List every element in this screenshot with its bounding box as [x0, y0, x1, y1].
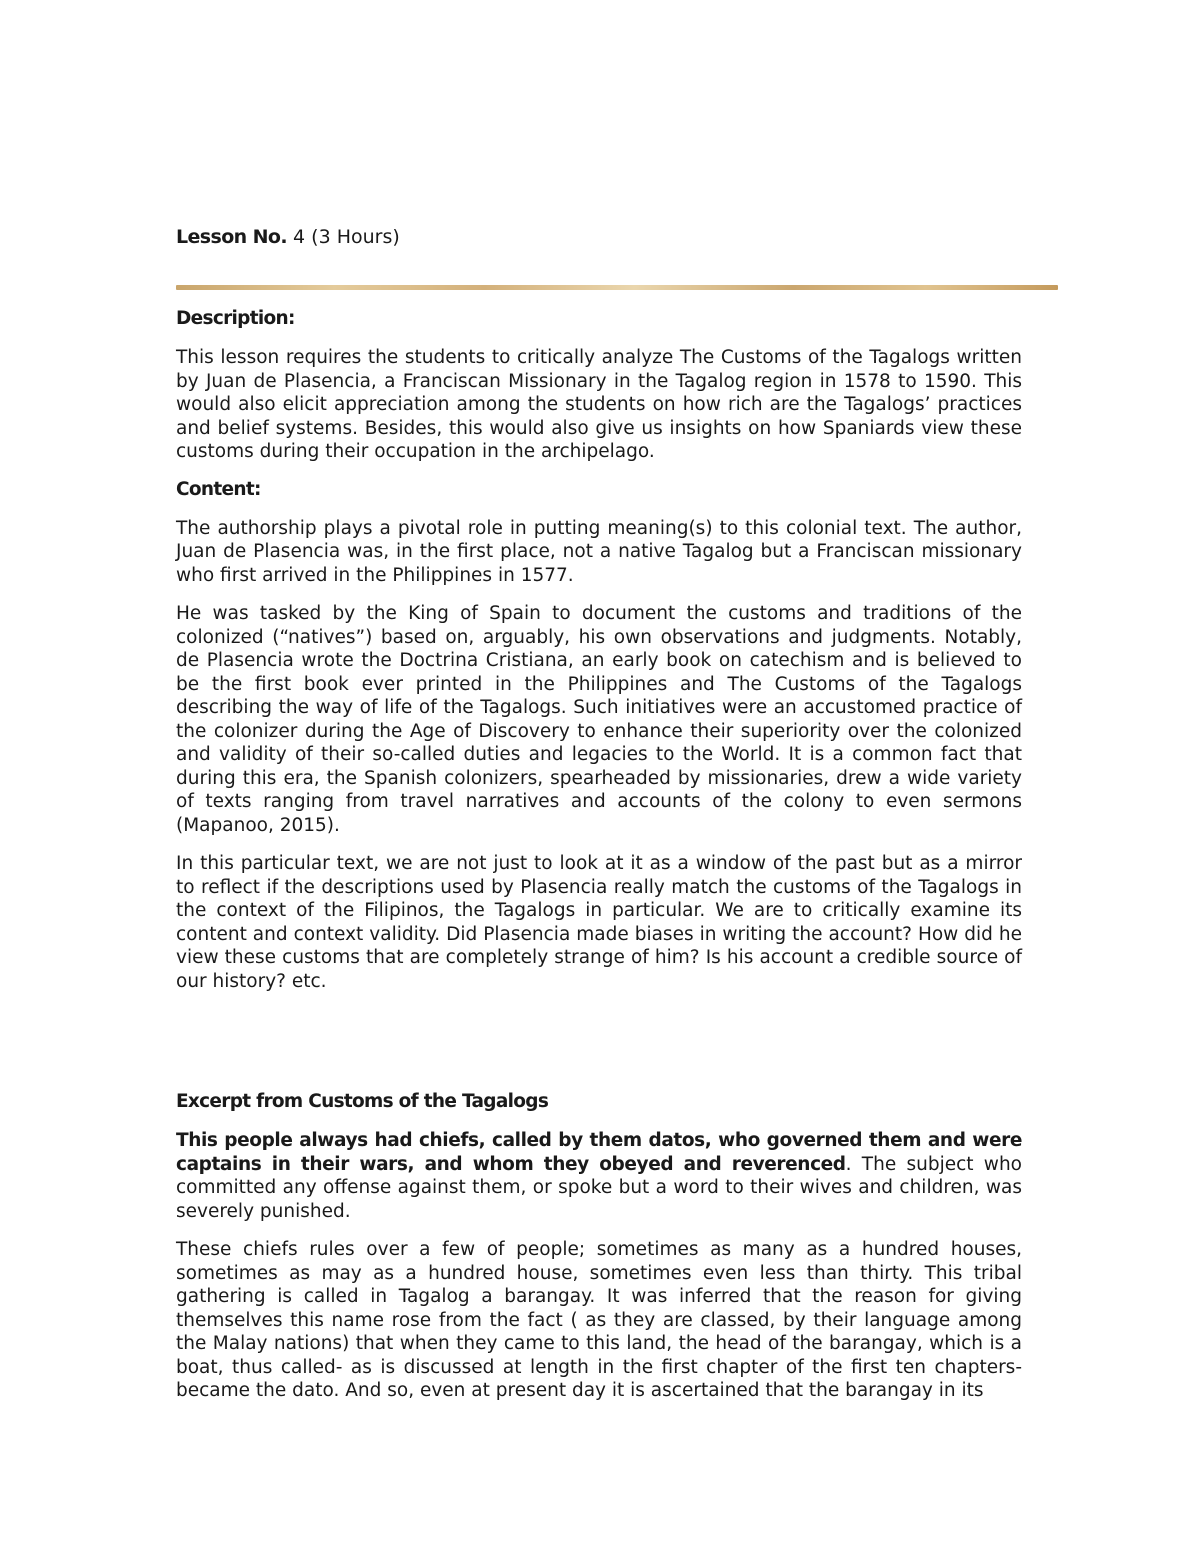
- lesson-label: Lesson No.: [176, 226, 287, 248]
- content-paragraph-2: He was tasked by the King of Spain to document the customs and traditions of the colonized (“natives”) based on, arguably, his own observations and judgments. Notably, de Plasencia wrote the Doctrina Cristiana, an early book on catechism and is believed to be the first book ever printed in the Philippines and The Customs of the Tagalogs describing the way of life of the Tagalogs. Such initiatives were an accustomed practice of the colonizer during the Age of Discovery to enhance their superiority over the colonized and validity of their so-called duties and legacies to the World. It is a common fact that during this era, the Spanish colonizers, spearheaded by missionaries, drew a wide variety of texts ranging from travel narratives and accounts of the colony to even sermons (Mapanoo, 2015).: [176, 603, 1022, 836]
- excerpt-paragraph-2: These chiefs rules over a few of people; sometimes as many as a hundred houses, sometimes as may as a hundred house, sometimes even less than thirty. This tribal gathering is called in Tagalog a barangay. It was inferred that the reason for giving themselves this name rose from the fact ( as they are classed, by their language among the Malay nations) that when they came to this land, the head of the barangay, which is a boat, thus called- as is discussed at length in the first chapter of the first ten chapters- became the dato. And so, even at present day it is ascertained that the barangay in its: [176, 1239, 1022, 1401]
- lesson-content: [176, 226, 1022, 1403]
- content-paragraph-3: In this particular text, we are not just to look at it as a window of the past but as a mirror to reflect if the descriptions used by Plasencia really match the customs of the Tagalogs in the context of the Filipinos, the Tagalogs in particular. We are to critically examine its content and context validity. Did Plasencia made biases in writing the account? How did he view these customs that are completely strange of him? Is his account a credible source of our history? etc.: [176, 853, 1022, 992]
- excerpt-paragraph-1-rest: . The subject who committed any offense against them, or spoke but a word to their wives and children, was severely punished.: [176, 1153, 1022, 1222]
- lesson-title: [176, 226, 1022, 250]
- description-paragraph: This lesson requires the students to critically analyze The Customs of the Tagalogs written by Juan de Plasencia, a Franciscan Missionary in the Tagalog region in 1578 to 1590. This would also elicit appreciation among the students on how rich are the Tagalogs’ practices and belief systems. Besides, this would also give us insights on how Spaniards view these customs during their occupation in the archipelago.: [176, 347, 1022, 462]
- content-paragraph-1: The authorship plays a pivotal role in putting meaning(s) to this colonial text. The author, Juan de Plasencia was, in the first place, not a native Tagalog but a Franciscan missionary who first arrived in the Philippines in 1577.: [176, 517, 1022, 586]
- gold-divider: [176, 285, 1058, 290]
- lesson-number-hours: 4 (3 Hours): [293, 226, 400, 248]
- description-heading: Description:: [176, 308, 295, 329]
- excerpt-bold-lead: This people always had chiefs, called by them datos, who governed them and were captains in their wars, and whom they obeyed and reverenced: [176, 1130, 1022, 1175]
- content-heading: Content:: [176, 478, 261, 500]
- excerpt-paragraph-1: [176, 1129, 1022, 1223]
- excerpt-heading: Excerpt from Customs of the Tagalogs: [176, 1091, 549, 1112]
